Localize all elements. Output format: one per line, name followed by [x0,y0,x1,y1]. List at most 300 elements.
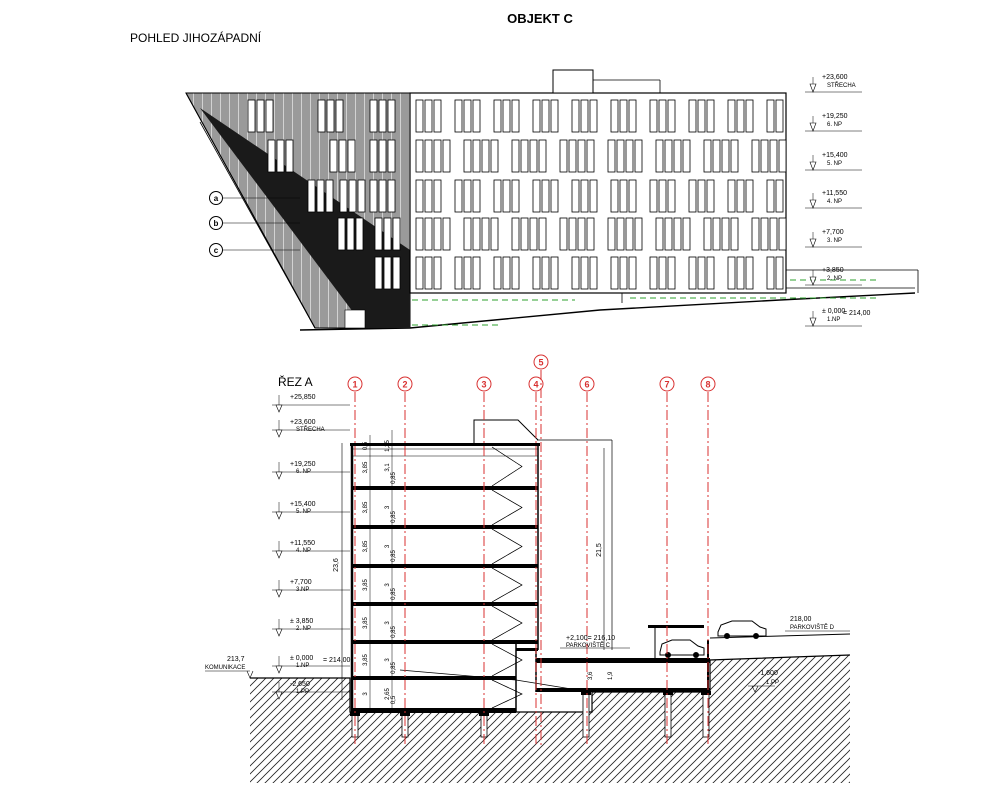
window [722,140,729,172]
window [656,140,663,172]
window [560,218,567,250]
window [539,218,546,250]
window [737,180,744,212]
window [698,257,705,289]
svg-text:3: 3 [385,544,391,549]
axis-label: 7 [664,379,670,390]
window [665,140,672,172]
window [348,140,355,172]
window [491,140,498,172]
window [728,257,735,289]
axis-label: 3 [481,379,487,390]
window [473,100,480,132]
window [551,180,558,212]
svg-text:+11,550: +11,550 [290,540,315,547]
svg-text:3,1: 3,1 [385,463,391,472]
axis-label: 8 [705,379,711,390]
svg-text:± 0,000: ± 0,000 [290,655,314,662]
section-view [205,355,850,783]
window [512,100,519,132]
window [521,218,528,250]
window [761,218,768,250]
svg-text:+7,700: +7,700 [290,579,312,586]
window [370,180,377,212]
floor-dimensions [363,430,397,712]
floor-slab [516,648,538,651]
section-title: ŘEZ A [278,375,313,389]
window [494,257,501,289]
window [752,140,759,172]
window [521,140,528,172]
axis-label: 4 [533,379,539,390]
window [779,218,786,250]
level-mark [805,229,862,247]
window [388,100,395,132]
window [338,218,345,250]
svg-text:-2,650: -2,650 [290,681,310,688]
window [443,140,450,172]
window [722,218,729,250]
window [776,100,783,132]
svg-text:1.NP: 1.NP [827,317,841,323]
svg-text:1,25: 1,25 [385,440,391,452]
window [728,180,735,212]
window [776,257,783,289]
window [767,257,774,289]
window [539,140,546,172]
window [464,257,471,289]
svg-text:0,85: 0,85 [391,550,397,562]
window [257,100,264,132]
svg-text:+25,850: +25,850 [290,394,316,401]
window [683,140,690,172]
svg-text:2,65: 2,65 [385,688,391,700]
floor-slabs [352,449,538,680]
window [327,100,334,132]
window [572,257,579,289]
window [659,180,666,212]
window [770,140,777,172]
window [659,257,666,289]
window [434,218,441,250]
window [587,218,594,250]
window [268,140,275,172]
svg-text:STŘECHA: STŘECHA [296,427,325,433]
window [650,257,657,289]
svg-text:3: 3 [385,658,391,662]
svg-text:3,85: 3,85 [363,617,369,629]
window [347,218,354,250]
window [578,140,585,172]
svg-text:= 214,00: = 214,00 [843,310,871,317]
svg-text:3: 3 [385,583,391,587]
window [384,218,391,250]
svg-text:+19,250: +19,250 [822,113,848,120]
svg-text:+2,100= 216,10: +2,100= 216,10 [566,635,616,642]
window [713,140,720,172]
svg-text:3,85: 3,85 [363,461,369,474]
svg-text:+15,400: +15,400 [290,501,316,508]
window [416,180,423,212]
svg-text:+15,400: +15,400 [822,152,848,159]
elevation-title: POHLED JIHOZÁPADNÍ [130,31,262,45]
floor-slab [352,640,538,644]
svg-text:3,85: 3,85 [363,654,369,666]
window [494,180,501,212]
floor-slab [352,602,538,606]
window [464,180,471,212]
svg-text:PARKOVIŠTĚ C: PARKOVIŠTĚ C [566,643,610,649]
drawing-title: OBJEKT C [507,11,573,26]
window [416,257,423,289]
window [668,180,675,212]
window [512,180,519,212]
window [530,140,537,172]
level-mark [272,540,350,558]
window [434,100,441,132]
window [713,218,720,250]
window [473,140,480,172]
window [464,140,471,172]
axis-label: 6 [584,379,590,390]
window [767,180,774,212]
window [620,180,627,212]
window [416,218,423,250]
window [473,218,480,250]
svg-text:3: 3 [385,505,391,510]
car-icon [718,621,766,639]
svg-text:STŘECHA: STŘECHA [827,83,856,89]
svg-text:1.NP: 1.NP [296,663,310,669]
window [731,218,738,250]
window [629,180,636,212]
parking-c-level [560,635,630,649]
svg-text:6. NP: 6. NP [296,469,312,475]
floor-slab [352,525,538,529]
window [455,100,462,132]
svg-text:6. NP: 6. NP [827,122,843,128]
window [473,257,480,289]
window [746,180,753,212]
parking-d-level [785,616,850,631]
svg-text:+23,600: +23,600 [290,419,316,426]
window [393,257,400,289]
window [494,100,501,132]
window [379,140,386,172]
level-mark [805,190,862,208]
axis-label: 1 [352,379,358,390]
window [503,100,510,132]
window [611,257,618,289]
window [530,218,537,250]
window [425,257,432,289]
window [533,100,540,132]
window [339,140,346,172]
window [533,180,540,212]
level-mark [272,655,351,673]
window [443,218,450,250]
window [379,180,386,212]
window [388,140,395,172]
level-mark [272,419,350,437]
window [434,257,441,289]
window [770,218,777,250]
komunikace-level [205,656,253,678]
svg-text:4. NP: 4. NP [296,548,312,554]
svg-text:213,7: 213,7 [227,656,245,663]
svg-text:2. NP: 2. NP [296,626,312,632]
window [674,140,681,172]
window [349,180,356,212]
svg-text:1.PP: 1.PP [296,689,310,695]
svg-text:0,85: 0,85 [391,662,397,674]
window [689,180,696,212]
window [617,140,624,172]
window [330,140,337,172]
window [635,218,642,250]
window [587,140,594,172]
window [707,257,714,289]
window [704,140,711,172]
window [746,100,753,132]
window [569,218,576,250]
window [356,218,363,250]
grid-axes [348,355,715,745]
svg-text:0,85: 0,85 [391,588,397,600]
svg-text:= 214,00: = 214,00 [323,657,351,664]
svg-text:3,85: 3,85 [363,540,369,553]
svg-text:3,85: 3,85 [363,501,369,514]
level-mark [805,308,871,326]
svg-text:0,5: 0,5 [363,441,369,451]
svg-text:3. NP: 3. NP [827,238,843,244]
pile [665,692,671,737]
window [482,140,489,172]
axis-label: 5 [538,357,544,368]
window [737,100,744,132]
svg-text:± 0,000: ± 0,000 [822,308,846,315]
window [707,100,714,132]
svg-text:2. NP: 2. NP [827,276,843,282]
window [611,100,618,132]
level-mark [272,501,350,519]
window [737,257,744,289]
window [503,257,510,289]
window [629,257,636,289]
callout-label: b [213,219,219,228]
window [277,140,284,172]
window [581,257,588,289]
section-level-marks [272,394,351,699]
window [455,257,462,289]
svg-text:+11,550: +11,550 [822,190,847,197]
window [370,140,377,172]
window [767,100,774,132]
svg-text:-1,600: -1,600 [758,670,778,677]
window [308,180,315,212]
window [533,257,540,289]
window [512,140,519,172]
window [512,218,519,250]
window [779,140,786,172]
window [542,180,549,212]
window [704,218,711,250]
floor-slab [352,486,538,490]
window [689,257,696,289]
window [375,257,382,289]
window [590,257,597,289]
window [572,100,579,132]
svg-text:PARKOVIŠTĚ D: PARKOVIŠTĚ D [790,625,834,631]
floor-slab [352,564,538,568]
level-mark [272,579,350,597]
window [542,257,549,289]
svg-text:KOMUNIKACE: KOMUNIKACE [205,665,246,671]
window [626,140,633,172]
window [503,180,510,212]
svg-text:5. NP: 5. NP [827,161,843,167]
svg-text:0,85: 0,85 [391,626,397,638]
svg-text:5. NP: 5. NP [296,509,312,515]
axis-label: 2 [402,379,408,390]
window [286,140,293,172]
level-mark [805,152,862,170]
window [608,140,615,172]
callout-label: a [213,194,219,203]
svg-text:1.PP: 1.PP [766,680,780,686]
level-mark [272,618,350,636]
svg-text:3.NP: 3.NP [296,587,310,593]
svg-text:± 3,850: ± 3,850 [290,618,314,625]
window [434,180,441,212]
svg-text:3: 3 [363,692,369,696]
window [317,180,324,212]
svg-text:3: 3 [385,621,391,625]
callout-label: c [213,246,219,255]
level-mark [805,74,862,92]
window [665,218,672,250]
window [674,218,681,250]
window [560,140,567,172]
window [434,140,441,172]
window [590,100,597,132]
window [340,180,347,212]
window [776,180,783,212]
svg-text:4. NP: 4. NP [827,199,843,205]
total-height-dim: 23,6 [333,558,340,572]
svg-text:+19,250: +19,250 [290,461,316,468]
window [572,180,579,212]
window [473,180,480,212]
svg-text:3,85: 3,85 [363,579,369,591]
window [731,140,738,172]
window [626,218,633,250]
window [635,140,642,172]
low-dim-2: 1,9 [608,671,614,680]
window [425,180,432,212]
window [455,180,462,212]
window [416,100,423,132]
window [370,100,377,132]
window [617,218,624,250]
svg-text:+7,700: +7,700 [822,229,844,236]
window [464,100,471,132]
window [659,100,666,132]
window [248,100,255,132]
window [425,100,432,132]
window [379,100,386,132]
window [416,140,423,172]
window [683,218,690,250]
window [668,257,675,289]
window [752,218,759,250]
level-mark [805,113,862,131]
low-dim-1: 3,6 [588,671,594,680]
window [384,257,391,289]
window [425,218,432,250]
window [707,180,714,212]
svg-text:+23,600: +23,600 [822,74,848,81]
window [393,218,400,250]
window [611,180,618,212]
window [326,180,333,212]
window [581,180,588,212]
window [266,100,273,132]
svg-text:0,85: 0,85 [391,511,397,523]
window [620,257,627,289]
window [512,257,519,289]
window [542,100,549,132]
svg-text:+3,850: +3,850 [822,267,844,274]
window [650,180,657,212]
window [608,218,615,250]
window [668,100,675,132]
window [482,218,489,250]
window [551,100,558,132]
window [491,218,498,250]
window [656,218,663,250]
window [358,180,365,212]
window [590,180,597,212]
window [578,218,585,250]
window [761,140,768,172]
window [464,218,471,250]
level-mark [272,461,350,479]
window [318,100,325,132]
window [425,140,432,172]
window [629,100,636,132]
window [650,100,657,132]
pile [583,692,589,737]
window [569,140,576,172]
window [388,180,395,212]
window [336,100,343,132]
window [375,218,382,250]
window [698,180,705,212]
level-mark [272,394,350,412]
window [746,257,753,289]
elevation-view [186,70,918,330]
window [620,100,627,132]
svg-text:0,85: 0,85 [391,472,397,484]
window [728,100,735,132]
svg-text:218,00: 218,00 [790,616,812,623]
window [551,257,558,289]
window [581,100,588,132]
window [689,100,696,132]
partial-height-dim: 21,5 [596,543,603,557]
svg-text:0,5: 0,5 [391,695,397,705]
